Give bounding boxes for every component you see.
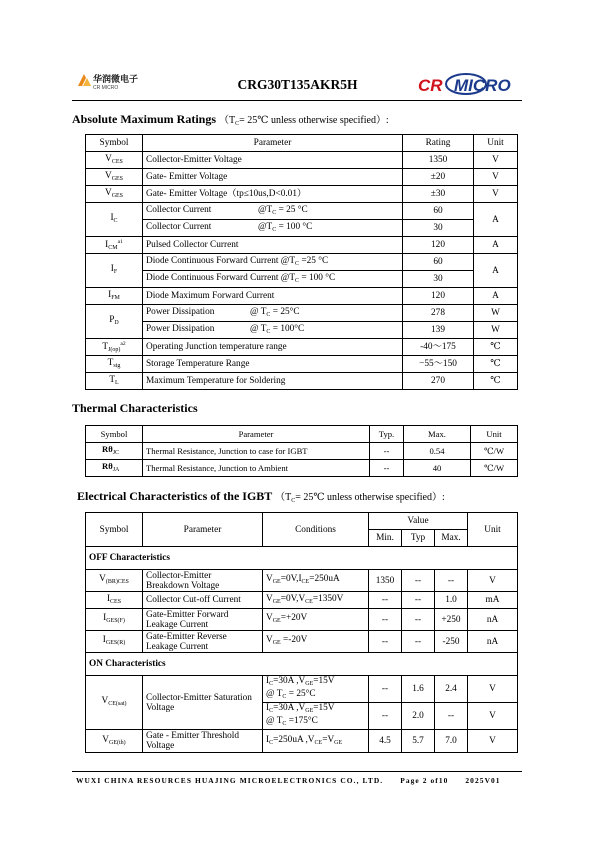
table-row (86, 443, 518, 460)
rating-cell: 120 (403, 288, 474, 305)
max-cell: 7.0 (435, 730, 468, 753)
rating-cell: 60 (403, 203, 474, 220)
conditions-cell: $I_C=30A$ $,V_{GE}=15V$ @ $T_C =175^\circ C$ (263, 703, 369, 730)
table-row (86, 730, 518, 753)
table-row (86, 271, 518, 288)
section-row (86, 547, 518, 570)
parameter-cell: Collector-Emitter Breakdown Voltage (143, 570, 263, 592)
table-row (86, 237, 518, 254)
typ-cell: -- (370, 443, 404, 460)
unit-cell: nA (468, 609, 518, 631)
electrical-title-text: Electrical Characteristics of the IGBT (77, 489, 273, 503)
header-max: Max. (435, 530, 468, 547)
header-symbol: Symbol (86, 426, 143, 443)
header-conditions: Conditions (263, 513, 369, 547)
parameter-cell: Gate- Emitter Voltage (143, 169, 403, 186)
svg-text:CR: CR (418, 76, 443, 95)
conditions-cell: $I_C=30A$ $,V_{GE}=15V$ @ $T_C = 25^\circ C$ (263, 676, 369, 703)
symbol-cell: $I_{FM}$ (86, 288, 143, 305)
parameter-cell: Collector Current $@T_C = 100$ °C (143, 220, 403, 237)
off-characteristics-heading: OFF Characteristics (86, 547, 518, 570)
table-row (86, 203, 518, 220)
unit-cell: A (474, 254, 518, 288)
header-typ: Typ. (370, 426, 404, 443)
min-cell: 4.5 (369, 730, 402, 753)
rating-cell: -40～175 (403, 339, 474, 356)
header-parameter: Parameter (143, 513, 263, 547)
symbol-cell: $T_{stg}$ (86, 356, 143, 373)
header-divider (72, 100, 522, 101)
max-cell: -250 (435, 631, 468, 653)
table-row (86, 288, 518, 305)
table-header-row (86, 135, 518, 152)
table-row (86, 305, 518, 322)
table-row (86, 592, 518, 609)
typ-cell: -- (370, 460, 404, 477)
typ-cell: -- (402, 592, 435, 609)
parameter-cell: Collector Cut-off Current (143, 592, 263, 609)
parameter-cell: Thermal Resistance, Junction to case for IGBT (143, 443, 370, 460)
parameter-cell: Power Dissipation @ $T_C = 100^\circ C$ (143, 322, 403, 339)
table-row (86, 186, 518, 203)
parameter-cell: Collector-Emitter Saturation Voltage (143, 676, 263, 730)
typ-cell: -- (402, 570, 435, 592)
unit-cell: nA (468, 631, 518, 653)
rating-cell: 278 (403, 305, 474, 322)
parameter-cell: Operating Junction temperature range (143, 339, 403, 356)
table-header-row (86, 426, 518, 443)
symbol-cell: $I_{GES(R)}$ (86, 631, 143, 653)
max-cell: 1.0 (435, 592, 468, 609)
svg-text:MICRO: MICRO (454, 76, 511, 95)
rating-cell: −55～150 (403, 356, 474, 373)
table-row (86, 169, 518, 186)
symbol-cell: $T_L$ (86, 373, 143, 390)
header-symbol: Symbol (86, 135, 143, 152)
header-unit: Unit (474, 135, 518, 152)
absolute-max-ratings-table (85, 134, 518, 390)
symbol-cell: $I_{CM}^{a1}$ (86, 237, 143, 254)
table-row (86, 570, 518, 592)
footer-page-number: Page 2 of10 (400, 776, 449, 785)
table-row (86, 339, 518, 356)
table-row (86, 460, 518, 477)
unit-cell: V (468, 570, 518, 592)
min-cell: -- (369, 703, 402, 730)
amr-condition: （$T_C=$ 25℃ unless otherwise specified）: (219, 115, 389, 127)
conditions-cell: $V_{GE}=0V,I_{CE}=250uA$ (263, 570, 369, 592)
logo-left-chinese-text: 华润微电子 (93, 75, 139, 85)
unit-cell: A (474, 288, 518, 305)
max-cell: +250 (435, 609, 468, 631)
header-parameter: Parameter (143, 426, 370, 443)
unit-cell: ℃ (474, 339, 518, 356)
unit-cell: V (468, 703, 518, 730)
min-cell: -- (369, 592, 402, 609)
typ-cell: 1.6 (402, 676, 435, 703)
table-row (86, 373, 518, 390)
unit-cell: A (474, 237, 518, 254)
logo-left-english-text: CR MICRO (93, 85, 119, 91)
page-footer (76, 776, 515, 785)
symbol-cell: $I_F$ (86, 254, 143, 288)
symbol-cell: $V_{CE(sat)}$ (86, 676, 143, 730)
parameter-cell: Thermal Resistance, Junction to Ambient (143, 460, 370, 477)
rating-cell: 270 (403, 373, 474, 390)
typ-cell: 2.0 (402, 703, 435, 730)
rating-cell: 30 (403, 271, 474, 288)
crmicro-logo (414, 72, 524, 96)
parameter-cell: Maximum Temperature for Soldering (143, 373, 403, 390)
symbol-cell: $P_D$ (86, 305, 143, 339)
rating-cell: ±20 (403, 169, 474, 186)
min-cell: -- (369, 609, 402, 631)
symbol-cell: $V_{GES}$ (86, 186, 143, 203)
symbol-cell: $T_{J(op)}^{a2}$ (86, 339, 143, 356)
unit-cell: ℃ (474, 356, 518, 373)
header-unit: Unit (468, 513, 518, 547)
parameter-cell: Gate - Emitter Threshold Voltage (143, 730, 263, 753)
unit-cell: V (474, 152, 518, 169)
symbol-cell: $I_{GES(F)}$ (86, 609, 143, 631)
parameter-cell: Collector-Emitter Voltage (143, 152, 403, 169)
header-value: Value (369, 513, 468, 530)
table-row (86, 356, 518, 373)
min-cell: -- (369, 676, 402, 703)
rating-cell: 60 (403, 254, 474, 271)
symbol-cell: $I_{CES}$ (86, 592, 143, 609)
parameter-cell: Diode Continuous Forward Current $@T_C = 100$ °C (143, 271, 403, 288)
typ-cell: 5.7 (402, 730, 435, 753)
table-row (86, 631, 518, 653)
unit-cell: A (474, 203, 518, 237)
parameter-cell: Gate-Emitter Forward Leakage Current (143, 609, 263, 631)
table-row (86, 322, 518, 339)
max-cell: -- (435, 570, 468, 592)
min-cell: 1350 (369, 570, 402, 592)
symbol-cell: $V_{GE(th)}$ (86, 730, 143, 753)
unit-cell: ℃/W (471, 460, 518, 477)
rating-cell: 1350 (403, 152, 474, 169)
rating-cell: 120 (403, 237, 474, 254)
on-characteristics-heading: ON Characteristics (86, 653, 518, 676)
conditions-cell: $I_C=250uA$ $,V_{CE}=V_{GE}$ (263, 730, 369, 753)
table-row (86, 254, 518, 271)
conditions-cell: $V_{GE}=0V,V_{CE}=1350V$ (263, 592, 369, 609)
rating-cell: 30 (403, 220, 474, 237)
unit-cell: V (474, 169, 518, 186)
conditions-cell: $V_{GE}=+20V$ (263, 609, 369, 631)
typ-cell: -- (402, 609, 435, 631)
thermal-section-title: Thermal Characteristics (72, 401, 198, 415)
rating-cell: 139 (403, 322, 474, 339)
unit-cell: W (474, 305, 518, 322)
conditions-cell: $V_{GE} =-20V$ (263, 631, 369, 653)
unit-cell: V (468, 676, 518, 703)
table-row (86, 676, 518, 703)
document-title: CRG30T135AKR5H (237, 77, 358, 92)
parameter-cell: Gate-Emitter Reverse Leakage Current (143, 631, 263, 653)
electrical-condition: （$T_C=$ 25℃ unless otherwise specified）: (275, 492, 445, 504)
crmicro-logo-icon (414, 72, 524, 96)
symbol-cell: $V_{(BR)CES}$ (86, 570, 143, 592)
max-cell: 0.54 (404, 443, 471, 460)
electrical-characteristics-table (85, 512, 518, 753)
table-row (86, 609, 518, 631)
header-min: Min. (369, 530, 402, 547)
footer-company: WUXI CHINA RESOURCES HUAJING MICROELECTRONICS CO., LTD. (76, 776, 384, 785)
symbol-cell: $R\theta_{JA}$ (86, 460, 143, 477)
amr-title-text: Absolute Maximum Ratings (72, 112, 217, 126)
parameter-cell: Diode Continuous Forward Current $@T_C =25$ °C (143, 254, 403, 271)
header-symbol: Symbol (86, 513, 143, 547)
symbol-cell: $R\theta_{JC}$ (86, 443, 143, 460)
header-typ: Typ (402, 530, 435, 547)
max-cell: -- (435, 703, 468, 730)
header-unit: Unit (471, 426, 518, 443)
header-parameter: Parameter (143, 135, 403, 152)
parameter-cell: Gate- Emitter Voltage（tp≤10us,D<0.01） (143, 186, 403, 203)
parameter-cell: Power Dissipation @ $T_C = 25^\circ C$ (143, 305, 403, 322)
section-row (86, 653, 518, 676)
typ-cell: -- (402, 631, 435, 653)
unit-cell: V (468, 730, 518, 753)
rating-cell: ±30 (403, 186, 474, 203)
unit-cell: V (474, 186, 518, 203)
symbol-cell: $V_{GES}$ (86, 169, 143, 186)
unit-cell: W (474, 322, 518, 339)
thermal-characteristics-table (85, 425, 518, 477)
table-row (86, 152, 518, 169)
parameter-cell: Pulsed Collector Current (143, 237, 403, 254)
header-max: Max. (404, 426, 471, 443)
table-row (86, 220, 518, 237)
parameter-cell: Storage Temperature Range (143, 356, 403, 373)
max-cell: 40 (404, 460, 471, 477)
footer-version: 2025V01 (465, 776, 501, 785)
parameter-cell: Diode Maximum Forward Current (143, 288, 403, 305)
unit-cell: ℃ (474, 373, 518, 390)
table-header-row (86, 513, 518, 530)
unit-cell: mA (468, 592, 518, 609)
electrical-section-title (77, 488, 445, 504)
unit-cell: ℃/W (471, 443, 518, 460)
symbol-cell: $V_{CES}$ (86, 152, 143, 169)
amr-section-title (72, 111, 389, 127)
max-cell: 2.4 (435, 676, 468, 703)
symbol-cell: $I_C$ (86, 203, 143, 237)
min-cell: -- (369, 631, 402, 653)
footer-divider (72, 771, 522, 772)
header-rating: Rating (403, 135, 474, 152)
parameter-cell: Collector Current $@T_C = 25$ °C (143, 203, 403, 220)
